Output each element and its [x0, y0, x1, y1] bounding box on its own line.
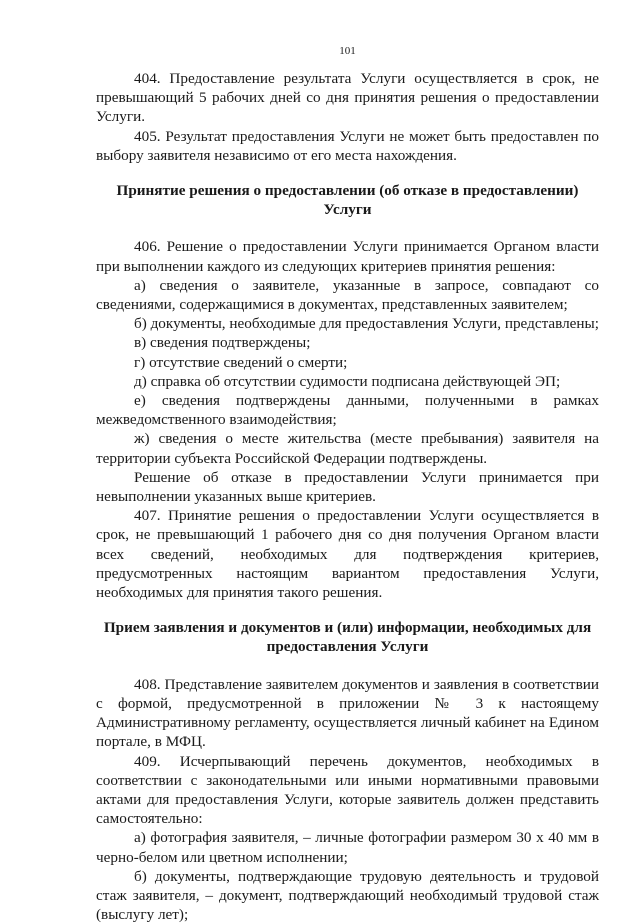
- paragraph-refusal: Решение об отказе в предоставлении Услуги принимается при невыполнении указанных выше критериев.: [96, 468, 599, 506]
- criterion-zh: ж) сведения о месте жительства (месте пребывания) заявителя на территории субъекта Российской Федерации подтверждены.: [96, 430, 599, 467]
- paragraph-406: 406. Решение о предоставлении Услуги принимается Органом власти при выполнении каждого из следующих критериев принятия решения:: [96, 238, 599, 275]
- paragraph-408: 408. Представление заявителем документов и заявления в соответствии с формой, предусмотренной в приложении № 3 к настоящему Административному регламенту, осуществляется личный кабинет на Едином портале, в МФЦ.: [96, 675, 599, 751]
- criterion-v: в) сведения подтверждены;: [134, 334, 311, 352]
- criterion-g: г) отсутствие сведений о смерти;: [134, 353, 348, 371]
- document-item-a: а) фотография заявителя, – личные фотографии размером 30 x 40 мм в черно-белом или цветном исполнении;: [96, 829, 599, 866]
- criterion-d: д) справка об отсутствии судимости подписана действующей ЭП;: [134, 372, 561, 390]
- paragraph-409: 409. Исчерпывающий перечень документов, необходимых в соответствии с законодательными или иными нормативными правовыми актами для предоставления Услуги, которые заявитель должен представить самостоятельно:: [96, 752, 599, 828]
- document-item-b: б) документы, подтверждающие трудовую деятельность и трудовой стаж заявителя, – документ, подтверждающий необходимый трудовой стаж (выслугу лет);: [96, 867, 599, 924]
- page-number: 101: [339, 45, 356, 57]
- criterion-e: е) сведения подтверждены данными, полученными в рамках межведомственного взаимодействия;: [96, 392, 599, 429]
- criterion-b: б) документы, необходимые для предоставления Услуги, представлены;: [134, 315, 599, 333]
- paragraph-407: 407. Принятие решения о предоставлении Услуги осуществляется в срок, не превышающий 1 рабочего дня со дня получения Органом власти всех сведений, необходимых для подтверждения критериев, предусмотренных настоящим вариантом предоставления Услуги, необходимых для принятия такого решения.: [96, 507, 599, 602]
- paragraph-404: 404. Предоставление результата Услуги осуществляется в срок, не превышающий 5 рабочих дней со дня принятия решения о предоставлении Услуги.: [96, 70, 599, 126]
- paragraph-405: 405. Результат предоставления Услуги не может быть предоставлен по выбору заявителя независимо от его места нахождения.: [96, 127, 599, 164]
- section-heading-decision: Принятие решения о предоставлении (об отказе в предоставлении) Услуги: [116, 182, 579, 219]
- section-heading-application: Прием заявления и документов и (или) информации, необходимых для предоставления Услуги: [103, 619, 592, 656]
- criterion-a: а) сведения о заявителе, указанные в запросе, совпадают со сведениями, содержащимися в документах, представленных заявителем;: [96, 276, 599, 314]
- document-page: [96, 44, 599, 924]
